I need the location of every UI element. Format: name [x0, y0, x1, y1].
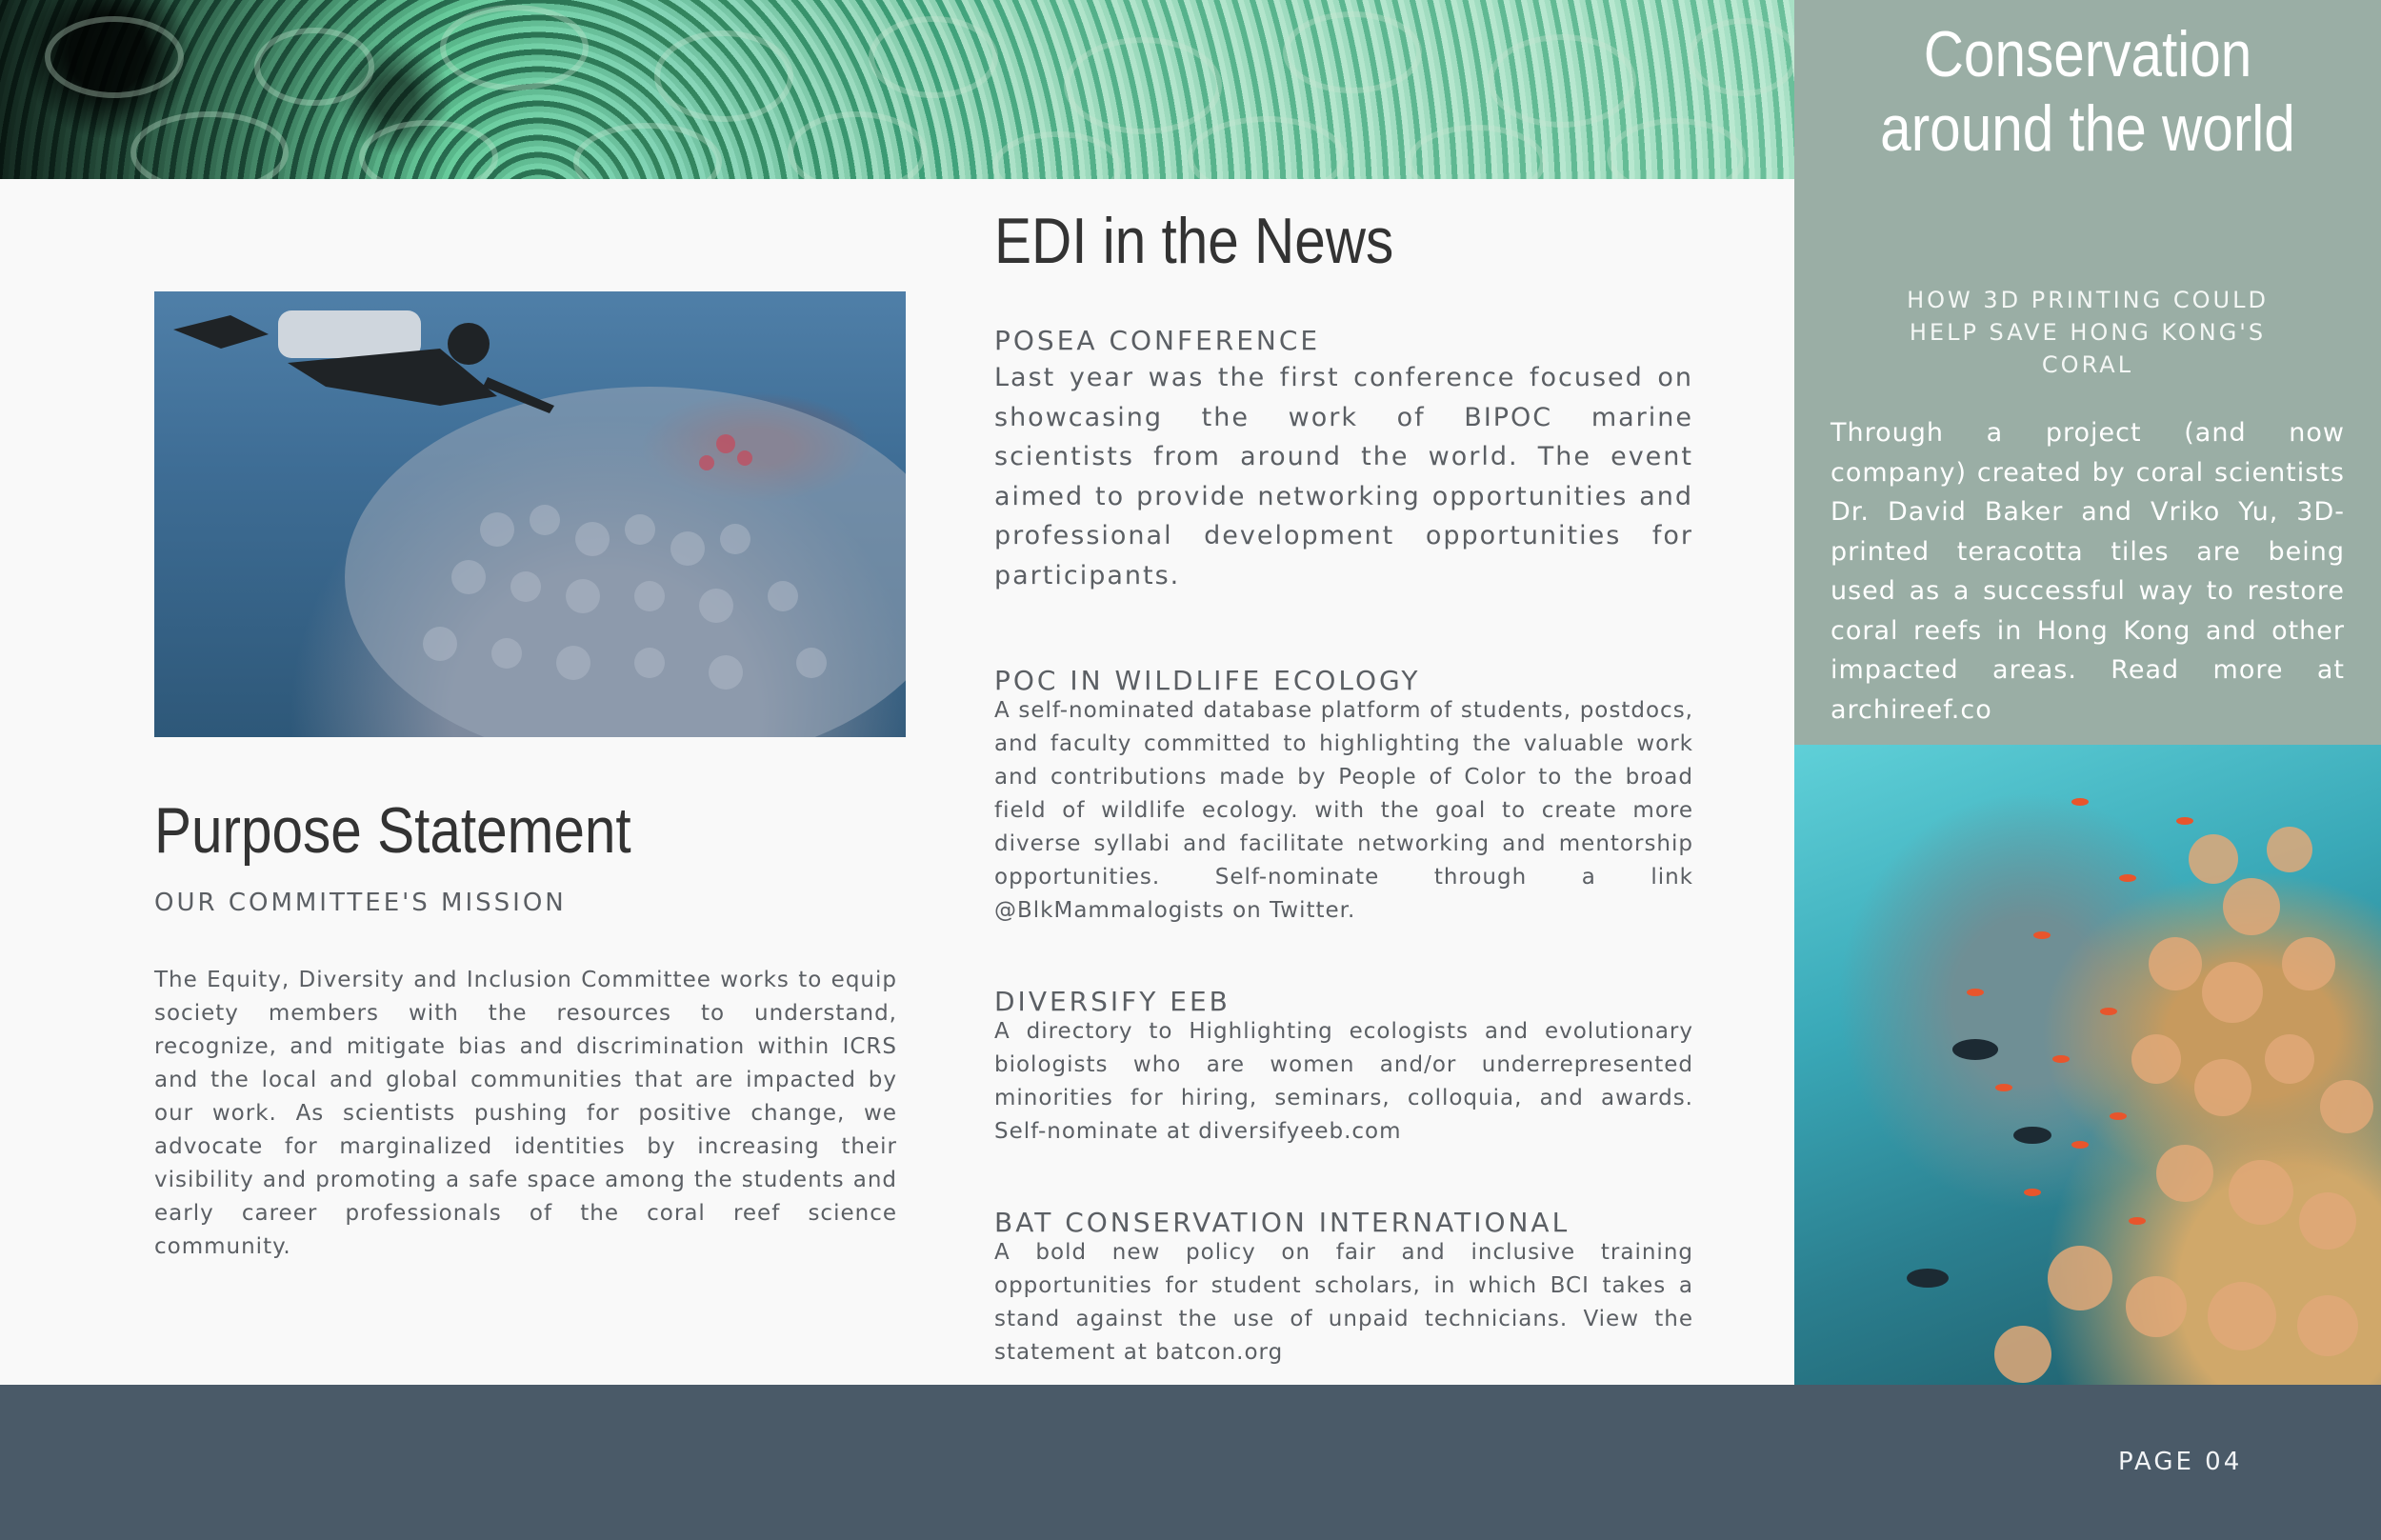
diver-illustration [154, 291, 906, 737]
sidebar-body: Through a project (and now company) created by coral scientists Dr. David Baker and Vriko Yu, 3D-printed teracotta tiles are being used as a successful way to restore coral reefs in Hong Kong and other impacted areas. Read more at archireef.co [1831, 418, 2345, 725]
news-item-title: POSEA CONFERENCE [994, 325, 1321, 356]
purpose-body: The Equity, Diversity and Inclusion Committee works to equip society members with the resources to understand, recognize, and mitigate bias and discrimination within ICRS and the local and global communities that are impacted by our work. As scientists pushing for positive change, we advocate for marginalized identities by increasing their visibility and promoting a safe space among the students and early career professionals of the coral reef science community. [154, 968, 897, 1259]
news-item-body: A directory to Highlighting ecologists and evolutionary biologists who are women and/or underrepresented minorities for hiring, seminars, colloquia, and awards. Self-nominate at diversifyeeb.com [994, 1019, 1693, 1144]
reef-illustration [1794, 745, 2381, 1385]
news-item-bat-conservation [994, 1206, 1693, 1370]
news-item-body: A self-nominated database platform of students, postdocs, and faculty committed to highlighting the valuable work and contributions made by People of Color to the broad field of wildlife ecology. with the goal to create more diverse syllabi and facilitate networking and mentorship opportunities. Self-nominate through a link @BlkMammalogists on Twitter. [994, 698, 1693, 923]
reef-fish-photo [1794, 745, 2381, 1385]
page-number: PAGE 04 [2118, 1448, 2243, 1476]
news-item-body: A bold new policy on fair and inclusive training opportunities for student scholars, in which BCI takes a stand against the use of unpaid technicians. View the statement at batcon.org [994, 1240, 1693, 1365]
news-item-posea [994, 324, 1693, 595]
coral-banner-photo [0, 0, 1794, 179]
news-item-body: Last year was the first conference focused on showcasing the work of BIPOC marine scientists from around the world. The event aimed to provide networking opportunities and professional development opportunities for participants. [994, 363, 1693, 590]
news-item-title: BAT CONSERVATION INTERNATIONAL [994, 1207, 1571, 1238]
coral-texture [0, 0, 1794, 179]
mission-label: OUR COMMITTEE'S MISSION [154, 889, 567, 917]
purpose-title: Purpose Statement [154, 794, 631, 867]
news-title: EDI in the News [994, 205, 1394, 277]
diver-photo [154, 291, 906, 737]
footer-bar [0, 1385, 2381, 1540]
sidebar-subtitle: HOW 3D PRINTING COULD HELP SAVE HONG KONG'S CORAL [1907, 287, 2269, 378]
news-list [994, 324, 1693, 1370]
news-item-title: DIVERSIFY EEB [994, 986, 1231, 1017]
news-item-title: POC IN WILDLIFE ECOLOGY [994, 665, 1421, 696]
news-item-poc-wildlife [994, 664, 1693, 928]
sidebar-title: Conservation around the world [1880, 18, 2295, 165]
news-item-diversify-eeb [994, 985, 1693, 1149]
